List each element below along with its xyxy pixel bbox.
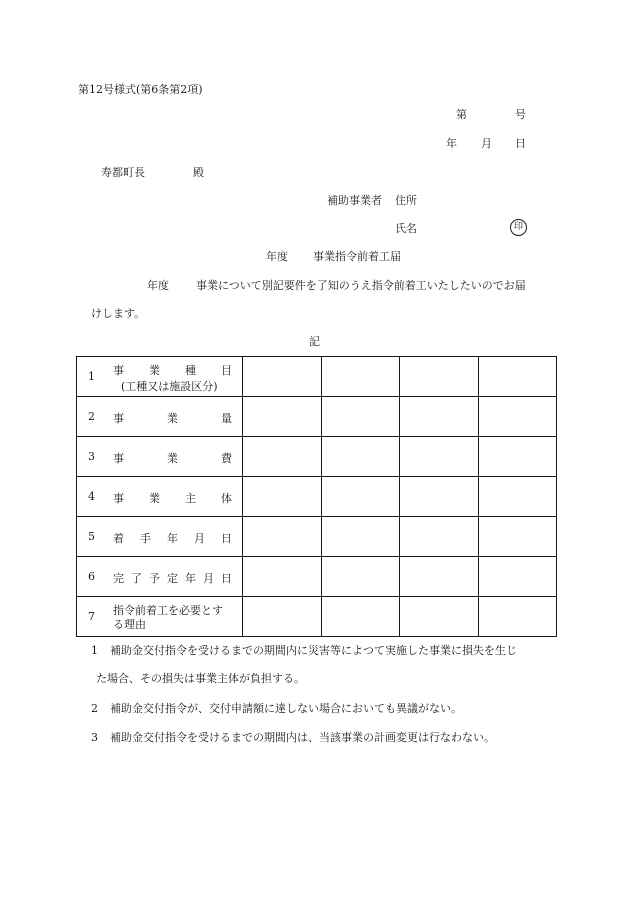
row-number: 4 <box>88 490 95 503</box>
entry-cell <box>400 397 479 437</box>
entry-cell <box>321 397 400 437</box>
entry-cell <box>400 597 479 637</box>
note-3-number: 3 <box>91 731 98 744</box>
table-row <box>77 477 557 517</box>
entry-cell <box>243 357 322 397</box>
row-label-char: 種 <box>185 364 196 377</box>
entry-cell <box>321 597 400 637</box>
entry-cell <box>243 437 322 477</box>
date-year-label: 年 <box>446 137 457 150</box>
row-label-cell <box>77 557 243 597</box>
entry-cell <box>478 397 557 437</box>
table-row <box>77 517 557 557</box>
row-label-char: 着 <box>113 532 124 545</box>
row-sublabel: (工種又は施設区分) <box>121 380 218 393</box>
row-label <box>113 450 232 466</box>
row-label-char: 費 <box>221 452 232 465</box>
entry-cell <box>321 517 400 557</box>
row-label-char: 業 <box>167 452 178 465</box>
table-row <box>77 597 557 637</box>
row-number: 7 <box>88 610 95 623</box>
entry-cell <box>243 477 322 517</box>
row-label-char: 日 <box>221 572 232 585</box>
table-row <box>77 397 557 437</box>
row-label <box>113 410 232 426</box>
addressee-name: 寿都町長 <box>101 166 145 179</box>
row-label-cell <box>77 357 243 397</box>
entry-cell <box>478 437 557 477</box>
row-number: 6 <box>88 570 95 583</box>
row-label-char: 年 <box>185 572 196 585</box>
entry-cell <box>243 597 322 637</box>
document-title: 事業指令前着工届 <box>313 250 401 263</box>
body-text-line2: けします。 <box>91 307 146 320</box>
row-label-char: 体 <box>221 492 232 505</box>
row-label-char: 量 <box>221 412 232 425</box>
entry-cell <box>400 437 479 477</box>
form-number: 第12号様式(第6条第2項) <box>78 83 203 96</box>
ki-heading: 記 <box>309 335 320 348</box>
row-label <box>113 490 232 506</box>
row-label-line-1: 指令前着工を必要とす <box>113 604 223 617</box>
table-row <box>77 557 557 597</box>
row-label-char: 目 <box>221 364 232 377</box>
note-1-text: 補助金交付指令を受けるまでの期間内に災害等によつて実施した事業に損失を生じ <box>110 644 517 657</box>
entry-cell <box>478 477 557 517</box>
row-label-char: 事 <box>113 412 124 425</box>
row-label-cell <box>77 477 243 517</box>
entry-cell <box>478 357 557 397</box>
row-label <box>113 604 232 632</box>
row-label-char: 業 <box>149 492 160 505</box>
entry-cell <box>243 557 322 597</box>
date-month-label: 月 <box>481 137 492 150</box>
row-label-char: 手 <box>140 532 151 545</box>
entry-cell <box>400 517 479 557</box>
doc-number-prefix: 第 <box>456 108 467 121</box>
row-label-char: 年 <box>167 532 178 545</box>
row-number: 3 <box>88 450 95 463</box>
row-label-char: 日 <box>221 532 232 545</box>
entry-cell <box>478 597 557 637</box>
applicant-label: 補助事業者 <box>327 194 382 207</box>
row-label-char: 事 <box>113 492 124 505</box>
row-label-char: 定 <box>167 572 178 585</box>
row-number: 2 <box>88 410 95 423</box>
entry-cell <box>321 557 400 597</box>
date-day-label: 日 <box>515 137 526 150</box>
row-label-char: 事 <box>113 452 124 465</box>
note-1-number: 1 <box>91 644 98 657</box>
entry-cell <box>321 477 400 517</box>
entry-cell <box>243 397 322 437</box>
entry-cell <box>400 557 479 597</box>
entry-cell <box>478 557 557 597</box>
entry-cell <box>400 357 479 397</box>
name-label: 氏名 <box>395 222 417 235</box>
title-year: 年度 <box>266 250 288 263</box>
entry-cell <box>243 517 322 557</box>
entry-cell <box>321 437 400 477</box>
row-label-char: 業 <box>149 364 160 377</box>
row-label-char: 事 <box>113 364 124 377</box>
entry-cell <box>400 477 479 517</box>
row-number: 5 <box>88 530 95 543</box>
row-label <box>113 570 232 586</box>
entry-cell <box>321 357 400 397</box>
row-label-char: 業 <box>167 412 178 425</box>
note-3-text: 補助金交付指令を受けるまでの期間内は、当該事業の計画変更は行なわない。 <box>110 731 495 744</box>
row-label-char: 月 <box>194 532 205 545</box>
doc-number-suffix: 号 <box>515 108 526 121</box>
row-label-char: 月 <box>203 572 214 585</box>
row-label <box>113 362 232 378</box>
row-label-char: 完 <box>113 572 124 585</box>
row-number: 1 <box>88 370 95 383</box>
body-text-line1: 事業について別記要件を了知のうえ指令前着工いたしたいのでお届 <box>196 279 526 292</box>
note-2-number: 2 <box>91 702 98 715</box>
entry-cell <box>478 517 557 557</box>
row-label-cell <box>77 397 243 437</box>
application-table <box>76 356 557 637</box>
row-label-char: 予 <box>149 572 160 585</box>
body-year: 年度 <box>147 279 169 292</box>
row-label-char: 了 <box>131 572 142 585</box>
row-label-cell <box>77 517 243 557</box>
note-1-continuation: た場合、その損失は事業主体が負担する。 <box>96 672 305 685</box>
row-label-char: 主 <box>185 492 196 505</box>
addressee-honorific: 殿 <box>193 166 204 179</box>
row-label <box>113 530 232 546</box>
table-row <box>77 437 557 477</box>
row-label-line-2: る理由 <box>113 618 146 631</box>
address-label: 住所 <box>395 194 417 207</box>
row-label-cell <box>77 437 243 477</box>
seal-mark: 印 <box>510 219 527 236</box>
row-label-cell <box>77 597 243 637</box>
table-row <box>77 357 557 397</box>
note-2-text: 補助金交付指令が、交付申請額に達しない場合においても異議がない。 <box>110 702 462 715</box>
